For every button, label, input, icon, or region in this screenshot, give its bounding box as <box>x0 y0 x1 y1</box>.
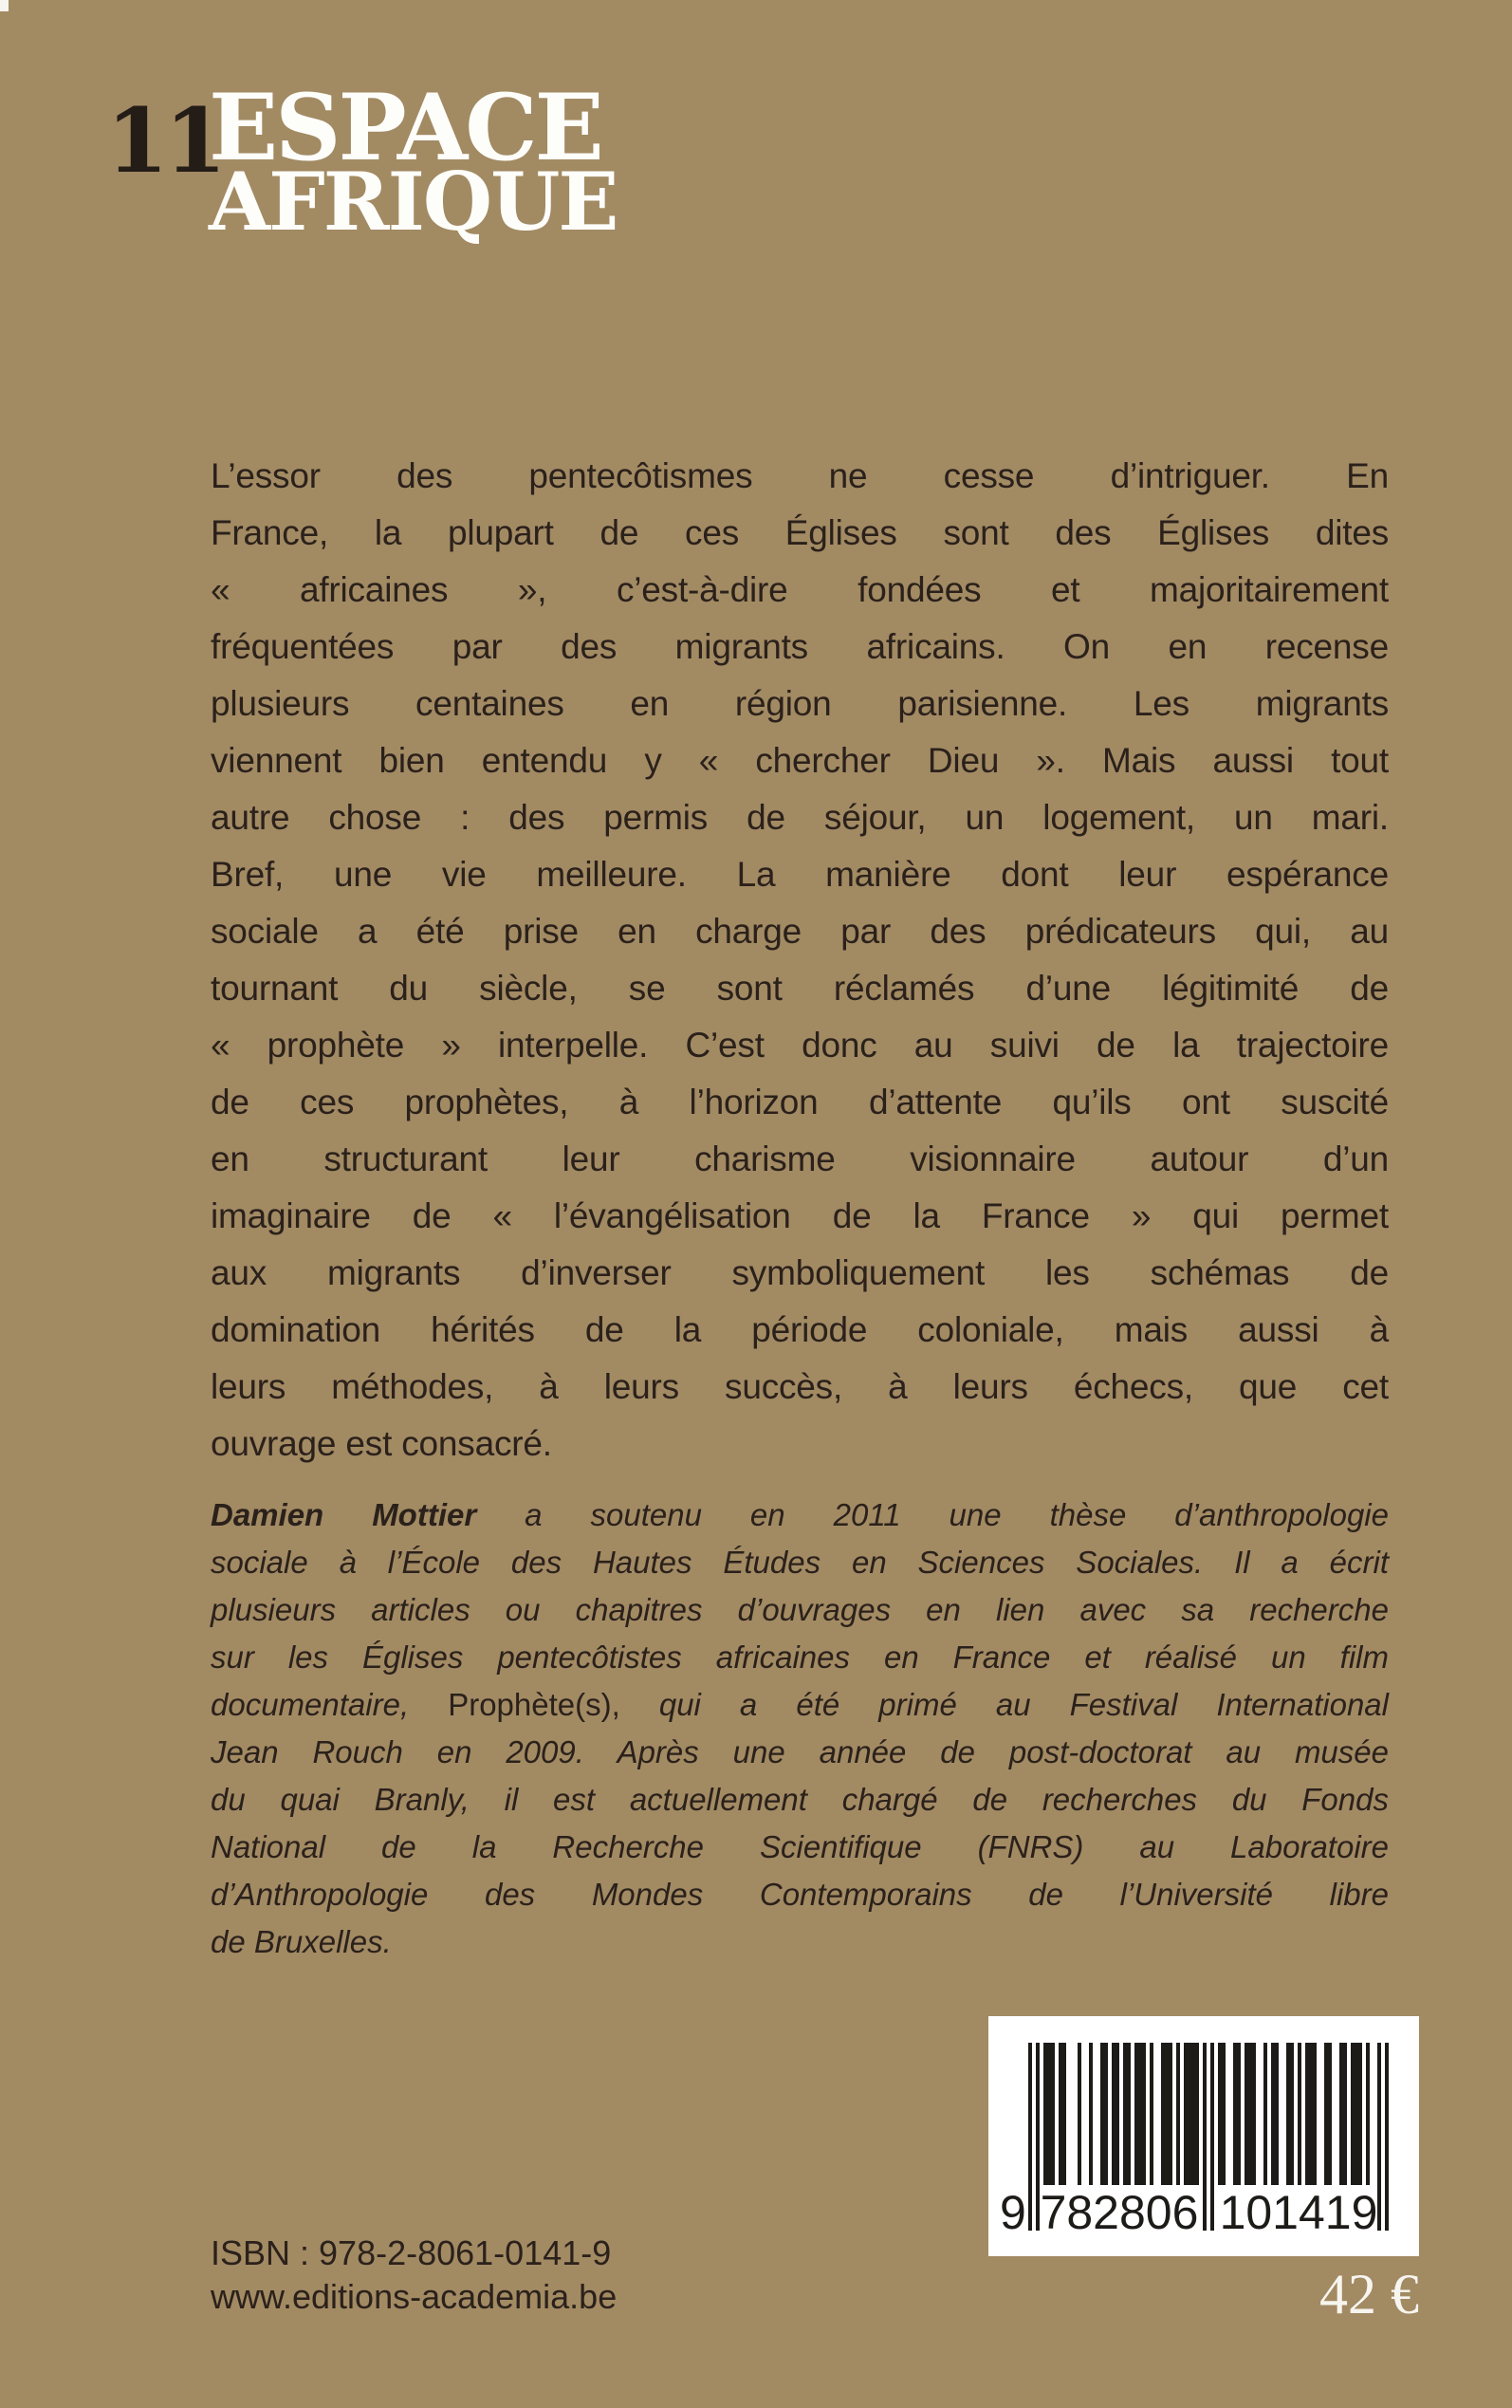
isbn-text: ISBN : 978-2-8061-0141-9 <box>211 2233 612 2272</box>
summary-line: L’essor des pentecôtismes ne cesse d’intriguer. En <box>211 456 1389 495</box>
website-url: www.editions-academia.be <box>211 2277 618 2316</box>
summary-line: Bref, une vie meilleure. La manière dont leur espérance <box>211 855 1389 894</box>
summary-line: de ces prophètes, à l’horizon d’attente qu’ils ont suscité <box>211 1083 1389 1121</box>
summary-line: ouvrage est consacré. <box>211 1424 552 1463</box>
author-bio <box>211 1491 1389 1966</box>
bio-line: d’Anthropologie des Mondes Contemporains de l’Université libre <box>211 1877 1389 1912</box>
svg-text:101419: 101419 <box>1219 2186 1378 2239</box>
bio-line: sociale à l’École des Hautes Études en Sciences Sociales. Il a écrit <box>211 1545 1389 1580</box>
collection-number: 11 <box>106 89 223 194</box>
collection-name-line2: AFRIQUE <box>209 154 618 249</box>
book-summary <box>211 448 1389 1473</box>
bio-line: de Bruxelles. <box>211 1924 392 1959</box>
summary-line: autre chose : des permis de séjour, un logement, un mari. <box>211 798 1389 837</box>
bio-line: plusieurs articles ou chapitres d’ouvrages en lien avec sa recherche <box>211 1592 1389 1627</box>
bio-line: National de la Recherche Scientifique (FNRS) au Laboratoire <box>211 1829 1389 1864</box>
summary-line: viennent bien entendu y « chercher Dieu ». Mais aussi tout <box>211 741 1389 780</box>
summary-line: aux migrants d’inverser symboliquement les schémas de <box>211 1253 1389 1292</box>
corner-notch <box>0 0 9 11</box>
summary-line: « prophète » interpelle. C’est donc au suivi de la trajectoire <box>211 1026 1389 1065</box>
bio-line: Damien Mottier a soutenu en 2011 une thèse d’anthropologie <box>211 1497 1389 1532</box>
summary-line: France, la plupart de ces Églises sont des Églises dites <box>211 513 1389 552</box>
collection-name-line1: ESPACE <box>209 74 601 181</box>
bio-line: Jean Rouch en 2009. Après une année de post-doctorat au musée <box>211 1734 1389 1769</box>
collection-logo <box>209 74 618 249</box>
bio-line: sur les Églises pentecôtistes africaines en France et réalisé un film <box>211 1639 1389 1675</box>
summary-line: tournant du siècle, se sont réclamés d’une légitimité de <box>211 969 1389 1008</box>
bio-line: documentaire, Prophète(s), qui a été primé au Festival International <box>211 1687 1389 1722</box>
summary-line: leurs méthodes, à leurs succès, à leurs échecs, que cet <box>211 1367 1389 1406</box>
footer-publisher-block <box>211 2232 617 2319</box>
summary-line: fréquentées par des migrants africains. On en recense <box>211 627 1389 666</box>
svg-text:9: 9 <box>1000 2186 1026 2239</box>
summary-line: plusieurs centaines en région parisienne. Les migrants <box>211 684 1389 723</box>
bio-line: du quai Branly, il est actuellement chargé de recherches du Fonds <box>211 1782 1389 1817</box>
price-label: 42 € <box>1319 2263 1419 2325</box>
summary-line: en structurant leur charisme visionnaire autour d’un <box>211 1139 1389 1178</box>
summary-line: sociale a été prise en charge par des prédicateurs qui, au <box>211 912 1389 951</box>
barcode-bars <box>988 2016 1419 2256</box>
barcode <box>988 2016 1419 2256</box>
summary-line: « africaines », c’est-à-dire fondées et majoritairement <box>211 570 1389 609</box>
summary-line: imaginaire de « l’évangélisation de la France » qui permet <box>211 1196 1389 1235</box>
summary-line: domination hérités de la période coloniale, mais aussi à <box>211 1310 1389 1349</box>
svg-text:782806: 782806 <box>1040 2186 1199 2239</box>
